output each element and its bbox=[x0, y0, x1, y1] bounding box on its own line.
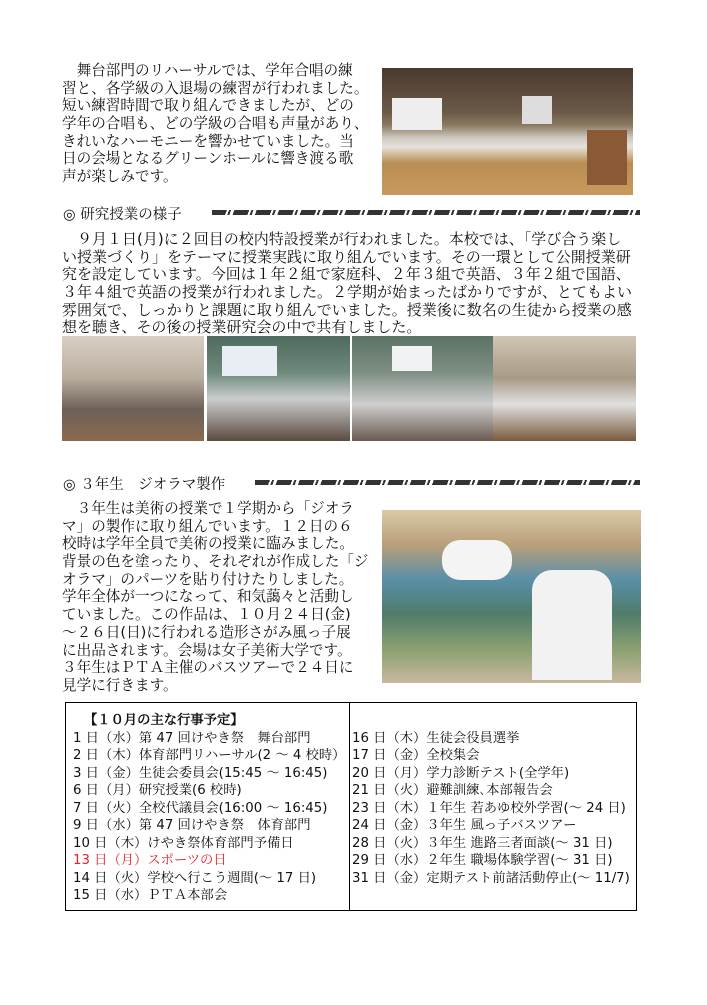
text-line: 学年全体が一つになって、和気藹々と活動し bbox=[62, 588, 354, 606]
text-line: 背景の色を塗ったり、それぞれが作成した「ジ bbox=[62, 553, 369, 571]
schedule-row: 21 日（火）避難訓練､本部報告会 bbox=[352, 783, 553, 798]
schedule-left-column bbox=[66, 703, 350, 910]
schedule-row: 20 日（月）学力診断テスト(全学年) bbox=[352, 765, 570, 781]
october-schedule-table bbox=[65, 702, 637, 911]
text-line: 雰囲気で、しっかりと課題に取り組んでいました。授業後に数名の生徒から授業の感 bbox=[62, 300, 632, 319]
schedule-row: 3 日（金）生徒会委員会(15:45 ～ 16:45) bbox=[73, 765, 328, 781]
text-line: 学年の合唱も、どの学級の合唱も声量があり、 bbox=[62, 115, 369, 133]
classroom-photo-4 bbox=[493, 336, 636, 441]
schedule-row: 14 日（火）学校へ行こう週間(～ 17 日) bbox=[73, 870, 317, 886]
schedule-row: 9 日（水）第 47 回けやき祭 体育部門 bbox=[73, 818, 311, 833]
text-line: 校時は学年全員で美術の授業に臨みました。 bbox=[62, 535, 354, 553]
text-line: ３年生はＰＴＡ主催のバスツアーで２４日に bbox=[62, 659, 354, 677]
schedule-row: 2 日（木）体育部門リハーサル(2 ～ 4 校時） bbox=[73, 748, 346, 763]
heading-text: ◎ 研究授業の様子 bbox=[63, 207, 182, 223]
text-line: きれいなハーモニーを響かせていました。当 bbox=[62, 132, 354, 150]
text-line: マ」の製作に取り組んでいます。１２日の６ bbox=[62, 517, 353, 535]
schedule-row: 23 日（木）１年生 若あゆ校外学習(～ 24 日) bbox=[352, 800, 626, 816]
schedule-row: 28 日（火）３年生 進路三者面談(～ 31 日) bbox=[352, 835, 613, 851]
gym-rehearsal-photo bbox=[382, 68, 633, 195]
text-line: ３年生は美術の授業で１学期から「ジオラ bbox=[62, 500, 354, 517]
text-line: い授業づくり」をテーマに授業実践に取り組んでいます。その一環として公開授業研 bbox=[62, 247, 631, 266]
schedule-row: 7 日（火）全校代議員会(16:00 ～ 16:45) bbox=[73, 800, 328, 816]
schedule-row: 1 日（水）第 47 回けやき祭 舞台部門 bbox=[73, 730, 311, 746]
heading-text: ◎ ３年生 ジオラマ製作 bbox=[63, 477, 226, 493]
schedule-row: 15 日（水）ＰＴＡ本部会 bbox=[73, 888, 228, 903]
classroom-photo-3 bbox=[352, 336, 493, 441]
diorama-heading bbox=[63, 473, 225, 494]
text-line: 舞台部門のリハーサルでは、学年合唱の練 bbox=[62, 62, 353, 79]
text-line: 習と、各学級の入退場の練習が行われました。 bbox=[62, 79, 369, 97]
text-line: 声が楽しみです。 bbox=[62, 168, 178, 186]
classroom-photo-1 bbox=[62, 336, 204, 441]
text-line: オラマ」のパーツを貼り付けたりしました。 bbox=[62, 570, 354, 588]
stage-rehearsal-paragraph bbox=[62, 62, 368, 186]
text-line: ～２６日(日)に行われる造形さがみ風っ子展 bbox=[62, 623, 351, 641]
classroom-photo-2 bbox=[207, 336, 350, 441]
text-line: 想を聴き、その後の授業研究会の中で共有しました。 bbox=[62, 318, 422, 337]
schedule-row: 10 日（木）けやき祭体育部門予備日 bbox=[73, 835, 294, 851]
research-lesson-heading bbox=[63, 203, 182, 224]
schedule-row-holiday: 13 日（月）スポーツの日 bbox=[73, 853, 227, 868]
schedule-title: 【１０月の主な行事予定】 bbox=[84, 713, 244, 728]
diorama-photo bbox=[382, 510, 641, 683]
research-lesson-paragraph bbox=[62, 231, 632, 337]
schedule-row: 16 日（木）生徒会役員選挙 bbox=[352, 730, 520, 746]
schedule-row: 29 日（水）２年生 職場体験学習(～ 31 日) bbox=[352, 853, 613, 868]
text-line: 究を設定しています。今回は１年２組で家庭科、２年３組で英語、３年２組で国語、 bbox=[62, 265, 631, 284]
schedule-row: 24 日（金）３年生 風っ子バスツアー bbox=[352, 818, 577, 833]
text-line: 短い練習時間で取り組んできましたが、どの bbox=[62, 97, 354, 115]
heading-divider bbox=[255, 480, 640, 485]
heading-divider bbox=[212, 210, 640, 215]
text-line: 見学に行きます。 bbox=[62, 676, 178, 694]
schedule-row: 17 日（金）全校集会 bbox=[352, 748, 480, 763]
schedule-row: 31 日（金）定期テスト前諸活動停止(～ 11/7) bbox=[352, 870, 630, 886]
text-line: に出品されます。会場は女子美術大学です。 bbox=[62, 641, 352, 659]
text-line: ていました。この作品は、１０月２４日(金) bbox=[62, 606, 351, 624]
text-line: ９月１日(月)に２回目の校内特設授業が行われました。本校では、「学び合う楽し bbox=[62, 230, 622, 248]
text-line: 日の会場となるグリーンホールに響き渡る歌 bbox=[62, 150, 354, 168]
schedule-row: 6 日（月）研究授業(6 校時) bbox=[73, 783, 242, 798]
text-line: ３年４組で英語の授業が行われました。２学期が始まったばかりですが、とてもよい bbox=[62, 283, 633, 302]
diorama-paragraph bbox=[62, 500, 368, 695]
schedule-right-column bbox=[350, 703, 636, 910]
